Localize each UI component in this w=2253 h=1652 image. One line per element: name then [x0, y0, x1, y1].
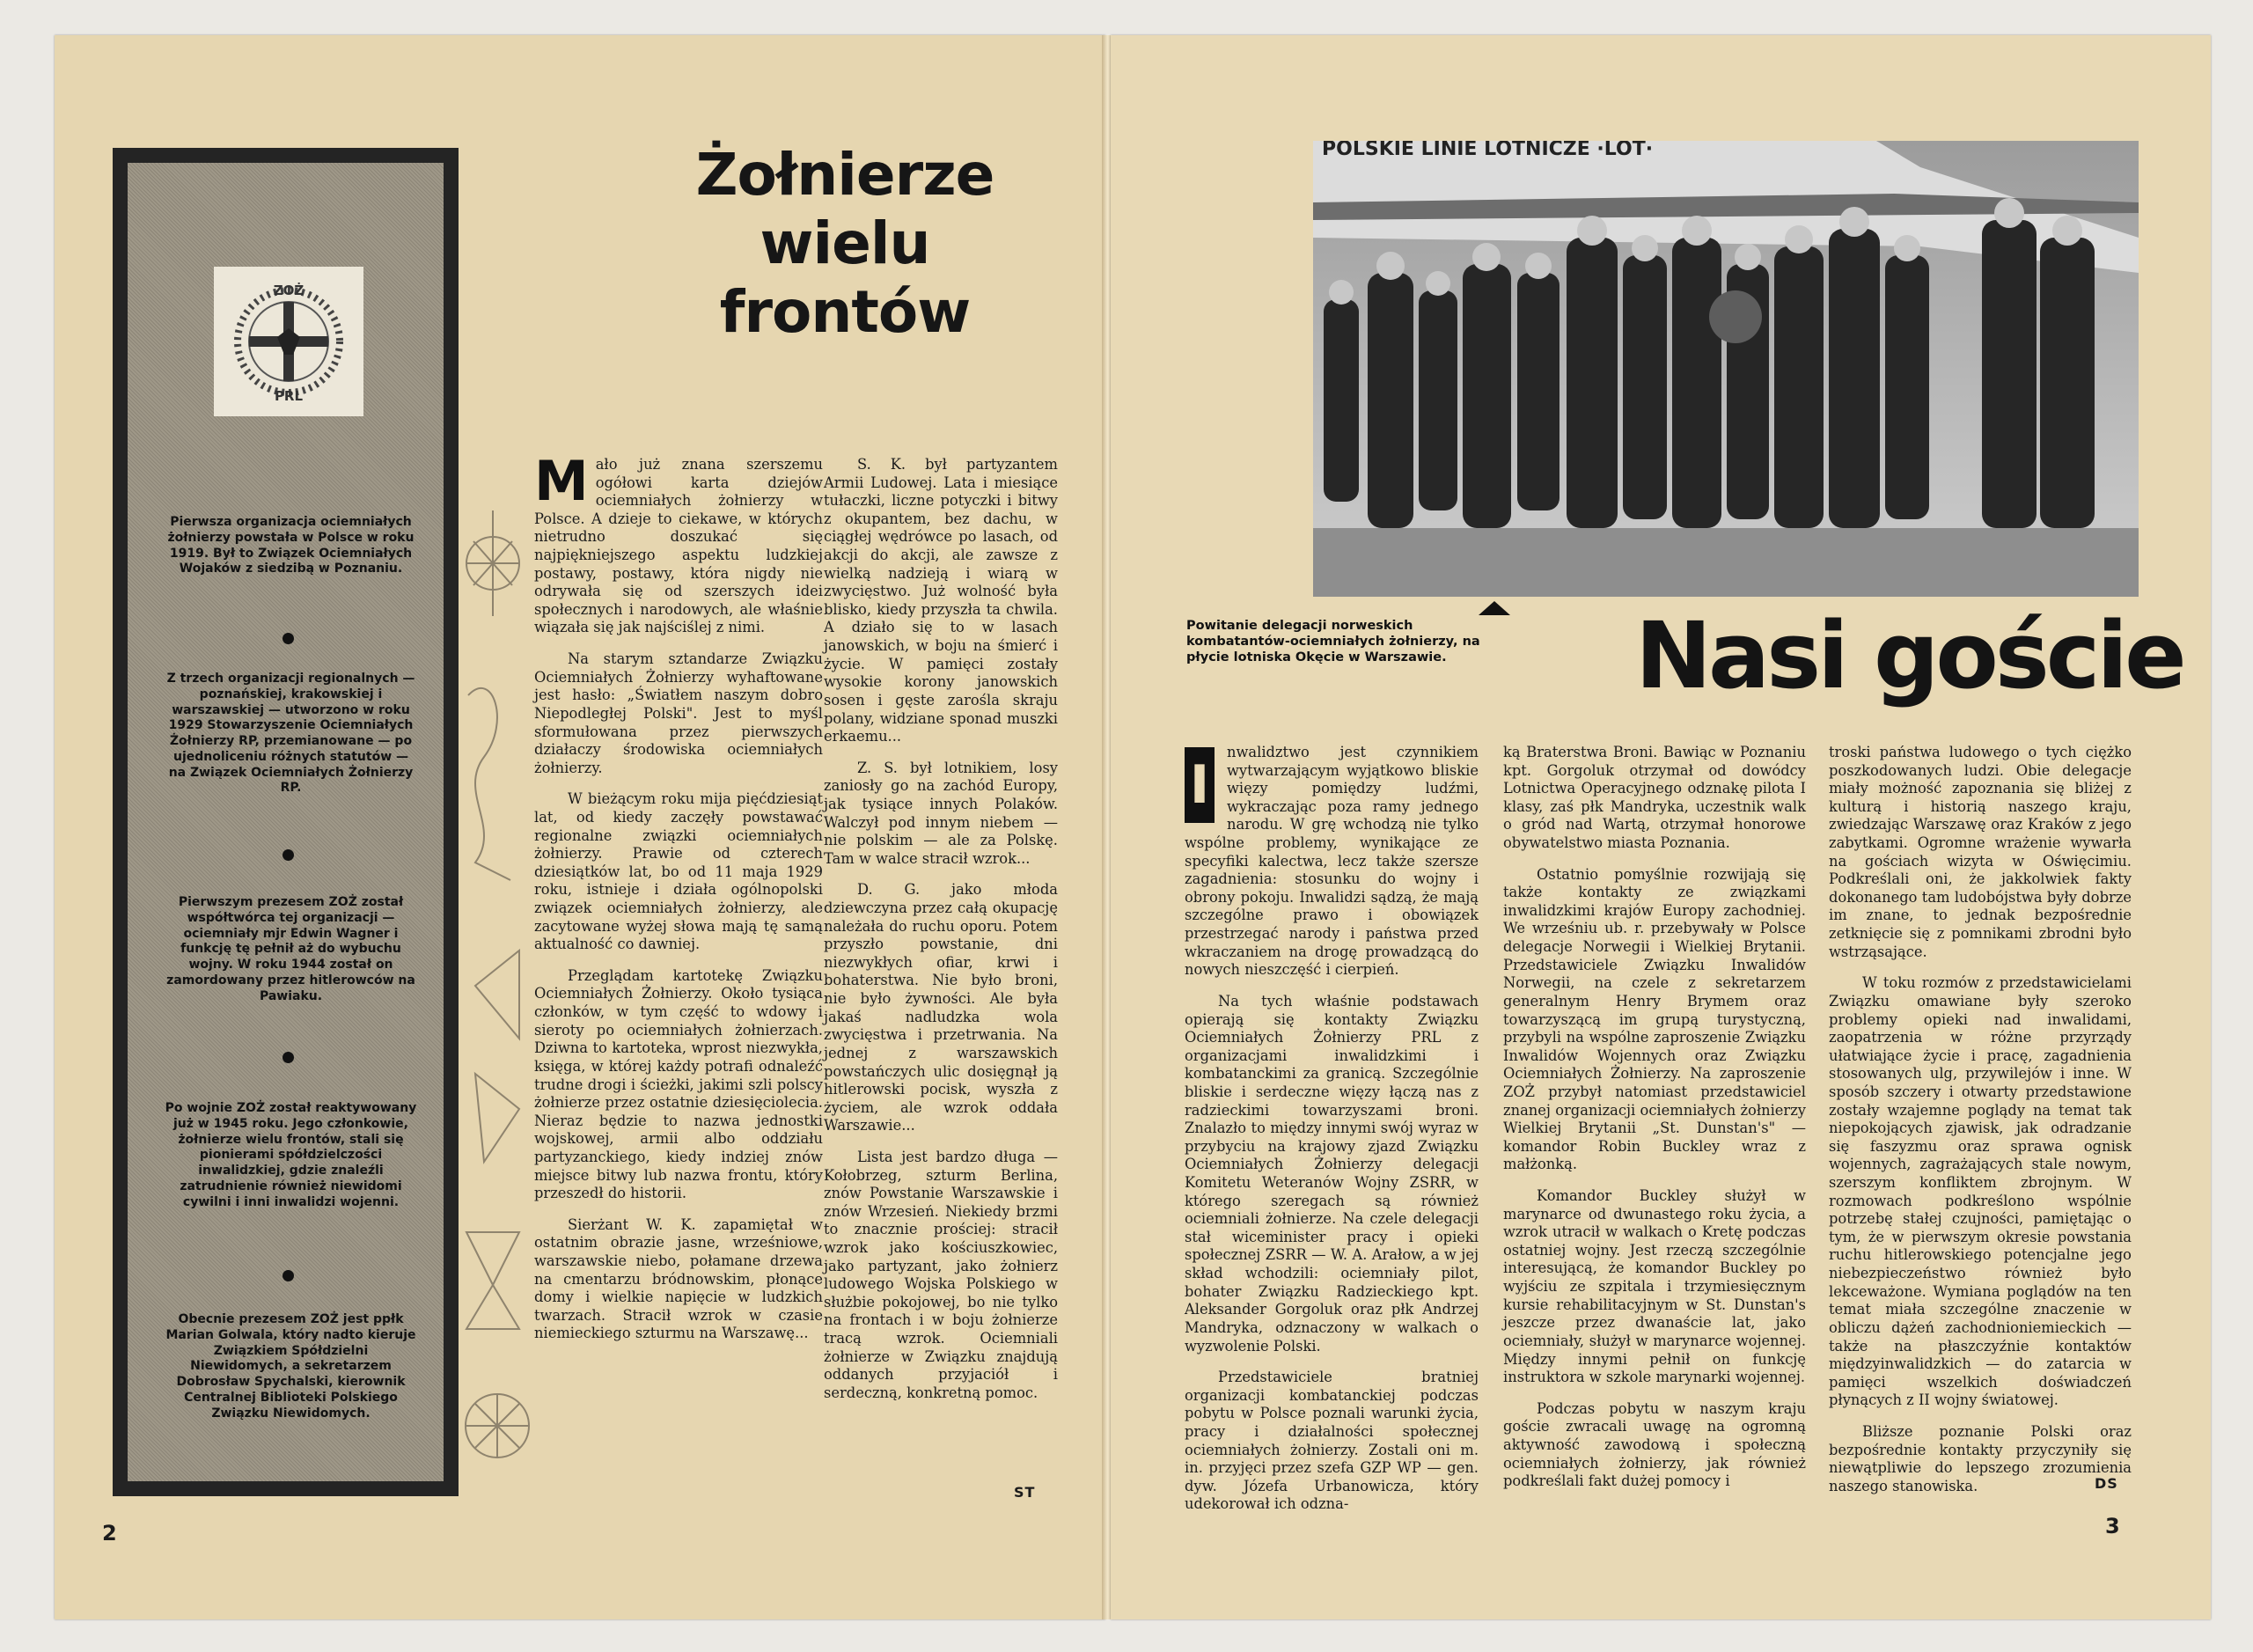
author-signature: ST [1014, 1484, 1036, 1501]
zoz-emblem-icon [223, 275, 355, 407]
article-paragraph: Sierżant W. K. zapamiętał w ostatnim obrazie jasne, wrześniowe, warszawskie niebo, połamane drzewa na cmentarzu bródnowskim, płonące domy i wielkie napięcie w ludzkich twarzach. Stracił wzrok w czasie niemieckiego szturmu na Warszawę... [534, 1215, 823, 1342]
photo-caption: Powitanie delegacji norweskich kombatantów-ociemniałych żołnierzy, na płycie lotniska Okęcie w Warszawie. [1186, 619, 1480, 665]
article-paragraph: Przedstawiciele bratniej organizacji kombatanckiej podczas pobytu w Polsce poznali warunki życia, pracy i działalności społecznej ociemniałych żołnierzy. Zostali oni m. in. przyjęci przez szefa GZP WP — gen. dyw. Józefa Urbanowicza, który udekorował ich odzna- [1185, 1369, 1479, 1513]
article-paragraph: Ostatnio pomyślnie rozwijają się także kontakty ze związkami inwalidzkimi krajów Europy zachodniej. We wrześniu ub. r. przebywały w Polsce delegacje Norwegii i Wielkiej Brytanii. Przedstawiciele Związku Inwalidów Norwegii, na czele z sekretarzem generalnym Henry Brymem oraz towarzyszącą im grupą turystyczną, przybyli na wspólne zaproszenie Związku Inwalidów Wojennych oraz Związku Ociemniałych Żołnierzy. Na zaproszenie ZOŻ przybył natomiast przedstawiciel znanej organizacji ociemniałych żołnierzy Wielkiej Brytanii „St. Dunstan's" — komandor Robin Buckley wraz z małżonką. [1503, 865, 1806, 1173]
article-column-1 [534, 449, 823, 1343]
article-paragraph: Podczas pobytu w naszym kraju goście zwracali uwagę na ogromną aktywność zawodową i społeczną ociemniałych żołnierzy, jak również podkreślali fakt dużej pomocy i [1503, 1399, 1806, 1490]
sidebar-bullet [283, 633, 294, 644]
article-paragraph: W bieżącym roku mija pięćdziesiąt lat, od kiedy zaczęły powstawać regionalne związki ociemniałych żołnierzy. Prawie od czterech dziesiątków lat, bo od 11 maja 1929 roku, istnieje i działa ogólnopolski związek ociemniałych żołnierzy, ale zacytowane wyżej słowa mają tę samą aktualność co dawniej. [534, 790, 823, 953]
sidebar-bullet [283, 849, 294, 861]
caption-arrow-icon [1479, 601, 1510, 615]
headline-line: Żołnierze [695, 141, 994, 209]
article-paragraph: Na tych właśnie podstawach opierają się kontakty Związku Ociemniałych Żołnierzy PRL z organizacjami inwalidzkimi i kombatanckimi za granicą. Szczególnie bliskie i serdeczne więzy łączą nas z radzieckimi towarzyszami broni. Znalazło to między innymi swój wyraz w przybyciu na krajowy zjazd Związku Ociemniałych Żołnierzy delegacji Komitetu Weteranów Wojny ZSRR, w którego szeregach są również ociemniali żołnierze. Na czele delegacji stał wiceminister pracy i opieki społecznej ZSRR — W. A. Arałow, a w jej skład wchodzili: ociemniały pilot, bohater Związku Radzieckiego kpt. Aleksander Gorgoluk oraz płk Andrzej Mandryka, odznaczony w walkach o wyzwolenie Polski. [1185, 992, 1479, 1355]
article-column-2 [824, 456, 1058, 1402]
page-number: 3 [2105, 1514, 2120, 1538]
svg-text:PRL: PRL [274, 388, 304, 404]
article-paragraph: Lista jest bardzo długa — Kołobrzeg, szturm Berlina, znów Powstanie Warszawskie i znów Wrzesień. Niekiedy brzmi to znacznie prościej: stracił wzrok jako kościuszkowiec, jako partyzant, jako żołnierz ludowego Wojska Polskiego w służbie pokojowej, bo nie tylko na frontach i w boju żołnierze tracą wzrok. Ociemniali żołnierze w Związku znajdują oddanych przyjaciół i serdeczną, konkretną pomoc. [824, 1148, 1058, 1401]
article-paragraph: Z. S. był lotnikiem, losy zaniosły go na zachód Europy, jak tysiące innych Polaków. Walczył pod innym niebem — nie polskim — ale za Polskę. Tam w walce stracił wzrok... [824, 759, 1058, 867]
article-headline [616, 141, 1074, 347]
article-column-3 [1829, 744, 2132, 1495]
article-paragraph: W toku rozmów z przedstawicielami Związku omawiane były szeroko problemy opieki nad inwalidami, zaopatrzenia w różne przyrządy ułatwiające życie i pracę, zagadnienia stosowanych ulg, przywilejów i inne. W sposób szczery i otwarty przedstawione zostały wzajemne poglądy na temat tak niepokojących zjawisk, jak odradzanie się faszyzmu oraz sprawa ognisk wojennych, zagrażających stale nowym, szerszym konfliktem zbrojnym. W rozmowach podkreślono wspólnie potrzebę stałej czujności, pamiętając o tym, że w pierwszym okresie powstania ruchu hitlerowskiego potencjalne jego niebezpieczeństwo również było lekceważone. Wymiana poglądów na ten temat miała szczególne znaczenie w obliczu dążeń zachodnioniemieckich — także na płaszczyźnie kontaktów międzyinwalidzkich — do zatarcia w pamięci wszelkich doświadczeń płynących z II wojny światowej. [1829, 974, 2132, 1409]
margin-doodles [458, 493, 537, 1487]
author-signature: DS [2095, 1475, 2118, 1492]
page-number: 2 [102, 1521, 117, 1546]
sidebar-paragraph: Pierwszym prezesem ZOŻ został współtwórca tej organizacji — ociemniały mjr Edwin Wagner i funkcję tę pełnił aż do wybuchu wojny. W roku 1944 został on zamordowany przez hitlerowców na Pawiaku. [166, 895, 415, 1003]
headline-line: frontów [719, 278, 971, 346]
sidebar-paragraph: Z trzech organizacji regionalnych — poznańskiej, krakowskiej i warszawskiej — utworzono w roku 1929 Stowarzyszenie Ociemniałych Żołnierzy RP, przemianowane — po ujednoliceniu różnych statutów — na Związek Ociemniałych Żołnierzy RP. [166, 672, 415, 796]
drop-cap: M [534, 449, 589, 513]
article-paragraph: Komandor Buckley służył w marynarce od dwunastego roku życia, a wzrok utracił w walkach o Kretę podczas ostatniej wojny. Jest rzeczą szczególnie interesującą, że komandor Buckley po wyjściu ze szpitala i trzymiesięcznym kursie rehabilitacyjnym w St. Dunstan's jeszcze przez dwanaście lat, jako ociemniały, służył w marynarce wojennej. Między innymi pełnił on funkcję instruktora w szkole marynarki wojennej. [1503, 1187, 1806, 1386]
article-column-2 [1503, 744, 1806, 1491]
article-paragraph: D. G. jako młoda dziewczyna przez całą okupację należała do ruchu oporu. Potem przyszło powstanie, dni niezwykłych ofiar, krwi i bohaterstwa. Nie było broni, nie było żywności. Ale była jakaś nadludzka wola zwycięstwa i przetrwania. Na jednej z warszawskich powstańczych ulic dosięgnął ją hitlerowski pocisk, wyszła z życiem, ale wzrok oddała Warszawie... [824, 881, 1058, 1134]
article-paragraph: Mało już znana szerszemu ogółowi karta dziejów ociemniałych żołnierzy w Polsce. A dzieje to ciekawe, w których nietrudno doszukać się najpiękniejszego aspektu ludzkiej postawy, postawy, która nigdy nie odrywała się od szerszych idei społecznych i narodowych, ale właśnie wiązała się jak najściślej z nimi. [534, 449, 823, 636]
sidebar-paragraph: Pierwsza organizacja ociemniałych żołnierzy powstała w Polsce w roku 1919. Był to Związek Ociemniałych Wojaków z siedzibą w Poznaniu. [167, 515, 415, 576]
article-column-1 [1185, 744, 1479, 1514]
zoz-emblem [214, 267, 363, 416]
headline-line: wielu [760, 209, 930, 277]
article-paragraph: I nwalidztwo jest czynnikiem wytwarzającym wyjątkowo bliskie więzy pomiędzy ludźmi, wykraczając poza ramy jednego narodu. W grę wchodzą nie tylko wspólne problemy, wynikające ze specyfiki kalectwa, lecz także szersze zagadnienia: stosunku do wojny i obrony pokoju. Inwalidzi sądzą, że mają szczególne prawo i obowiązek przestrzegać narody i państwa przed wkraczaniem na drogę prowadzącą do nowych nieszczęść i cierpień. [1185, 744, 1479, 979]
article-paragraph: troski państwa ludowego o tych ciężko poszkodowanych ludzi. Obie delegacje miały możność zapoznania się bliżej z kulturą i historią naszego kraju, zwiedzając Warszawę oraz Kraków z jego zabytkami. Ogromne wrażenie wywarła na gościach wizyta w Oświęcimiu. Podkreślali oni, że jakkolwiek fakty dokonanego tam ludobójstwa były dobrze im znane, to jednak bezpośrednie zetknięcie się z pomnikami zbrodni było wstrząsające. [1829, 744, 2132, 960]
svg-text:ZOŻ: ZOŻ [273, 283, 305, 298]
airport-photo [1313, 141, 2139, 597]
sidebar-paragraph: Po wojnie ZOŻ został reaktywowany już w 1945 roku. Jego członkowie, żołnierze wielu frontów, stali się pionierami spółdzielczości inwalidzkiej, gdzie znaleźli zatrudnienie również niewidomi cywilni i inni inwalidzi wojenni. [165, 1101, 417, 1209]
sidebar-bullet [283, 1052, 294, 1063]
article-paragraph: ką Braterstwa Broni. Bawiąc w Poznaniu kpt. Gorgoluk otrzymał od dowódcy Lotnictwa Operacyjnego odznakę pilota I klasy, zaś płk Mandryka, uczestnik walk o gród nad Wartą, otrzymał honorowe obywatelstwo miasta Poznania. [1503, 744, 1806, 852]
article-headline: Nasi goście [1635, 602, 2183, 709]
sidebar-bullet [283, 1270, 294, 1281]
article-paragraph: S. K. był partyzantem Armii Ludowej. Lata i miesiące tułaczki, liczne potyczki i bitwy z okupantem, bez dachu, w ciągłej wędrówce po lasach, od akcji do akcji, ale zawsze z wielką nadzieją i wiarą w zwycięstwo. Już wolność była blisko, kiedy przyszła ta chwila. A działo się to w lasach janowskich, w boju na śmierć i życie. W pamięci zostały wysokie korony janowskich sosen i gęste zarośla skraju polany, widziane sponad muszki erkaemu... [824, 456, 1058, 745]
photo-image [1313, 141, 2139, 597]
svg-text:POLSKIE LINIE LOTNICZE ·LOT·: POLSKIE LINIE LOTNICZE ·LOT· [1322, 141, 1654, 160]
drop-cap: I [1185, 747, 1215, 823]
article-paragraph: Na starym sztandarze Związku Ociemniałych Żołnierzy wyhaftowane jest hasło: „Światłem naszym dobro Niepodległej Polski". Jest to myśl sformułowana przez pierwszych działaczy środowiska ociemniałych żołnierzy. [534, 650, 823, 776]
sidebar-paragraph: Obecnie prezesem ZOŻ jest ppłk Marian Golwala, który nadto kieruje Związkiem Spółdzielni Niewidomych, a sekretarzem Dobrosław Spychalski, kierownik Centralnej Biblioteki Polskiego Związku Niewidomych. [165, 1312, 416, 1421]
article-paragraph: Przeglądam kartotekę Związku Ociemniałych Żołnierzy. Około tysiąca członków, w tym część to wdowy i sieroty po ociemniałych żołnierzach. Dziwna to kartoteka, wprost niezwykła, księga, w której każdy potrafi odnaleźć trudne drogi i ścieżki, jakimi szli polscy żołnierze przez ostatnie dziesięciolecia. Nieraz będzie to nazwa jednostki wojskowej, armii albo oddziału partyzanckiego, kiedy indziej znów miejsce bitwy lub nazwa frontu, który przeszedł do historii. [534, 966, 823, 1202]
history-sidebar [113, 148, 459, 1496]
article-paragraph: Bliższe poznanie Polski oraz bezpośrednie kontakty przyczyniły się niewątpliwie do lepszego zrozumienia naszego stanowiska. [1829, 1422, 2132, 1494]
